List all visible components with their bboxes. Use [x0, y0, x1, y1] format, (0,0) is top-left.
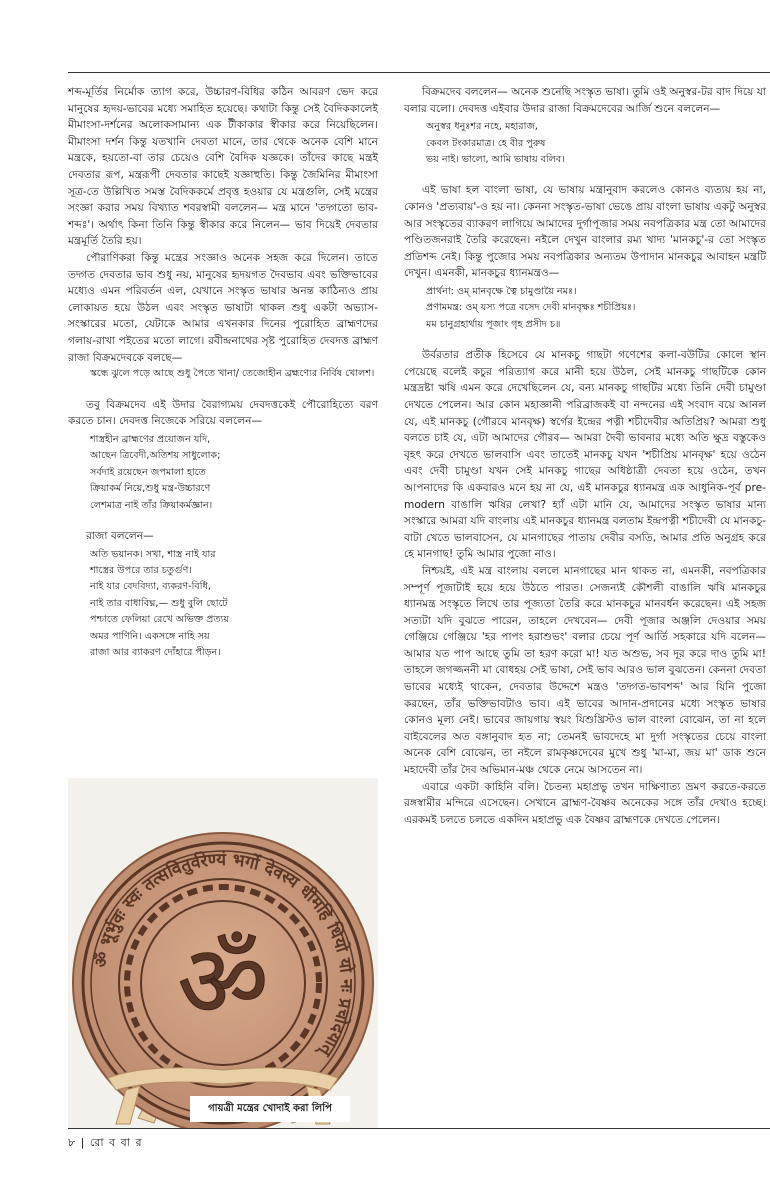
verse-line: অনুস্বর ধনুঃশর নহে, মহারাজ,: [426, 121, 538, 133]
left-paragraph-3: তবু বিক্রমদেব এই উদার বৈরাগ্যময় দেবদত্তকেই পৌরোহিত্যে বরণ করতে চান। দেবদত্ত নিজেকে সরিয়ে বললেন—: [68, 398, 378, 428]
verse-line: আছেন ত্রিবেদী,অতিশয় সাধুলোক;: [90, 450, 221, 462]
verse-line: অতি ভয়ানক। সখা, শাস্ত্র নাই যার: [90, 548, 216, 560]
verse-line: অমর পাণিনি। একসঙ্গে নাহি সয়: [90, 630, 210, 642]
plaque-ring-text: ॐ भूर्भुवः स्वः तत्सवितुर्वरेण्यं भर्गो देवस्य धीमहि धियो यो नः प्रचोदयात्: [90, 849, 357, 1060]
right-verse-1: [426, 119, 766, 168]
verse-line: সর্বদাই রয়েছেন জপমালা হাতে: [90, 466, 206, 478]
left-paragraph-1: শব্দ-মূর্তির নির্মোক ত্যাগ করে, উচ্চারণ-বিধির কঠিন আবরণ ভেদ করে মানুষের হৃদয়-ভাবের মধ্যে সমাহিত হয়েছে। কথাটা কিন্তু সেই বৈদিককালেই মীমাংসা-দর্শনের অলোকসামান্য এক টীকাকার স্বীকার করে নিয়েছিলেন। মীমাংসা দর্শন কিন্তু যতখানি দেবতা মানে, তার থেকে অনেক বেশি মানে মন্ত্রকে, হয়তো-বা তার চেয়েও বেশি বৈদিক যজ্ঞকে। তাঁদের কাছে মন্ত্রই দেবতার রূপ, মন্ত্ররূপী দেবতার কাছেই যজ্ঞাহুতি। কিন্তু জৈমিনির মীমাংসা সূত্র-তে উল্লিখিত সমস্ত বৈদিককর্মে প্রবৃত্ত হওয়ার যে মন্ত্রগুলি, সেই মন্ত্রের সংজ্ঞা করার সময় বিখ্যাত শবরস্বামী বললেন— মন্ত্র মানে 'তদ্গতো ভাব-শব্দঃ'। অর্থাৎ কিনা তিনি কিন্তু স্বীকার করে নিলেন— ভাব দিয়েই দেবতার মন্ত্রমূর্তি তৈরি হয়।: [68, 86, 378, 248]
footer-rule: [68, 1128, 770, 1129]
plaque-illustration: [68, 778, 378, 1128]
right-paragraph-3: উর্বরতার প্রতীক হিসেবে যে মানকচু গাছটা গণেশের কলা-বউটির কোলে স্থান পেয়েছে বলেই কচুর পরিত্যাগ করে মানী হয়ে উঠল, সেই মানকচু গাছটিকে কোন মন্ত্রদ্রষ্টা ঋষি এমন করে দেখেছিলেন যে, বন্য মানকচু গাছটির মধ্যে তিনি দেবী চামুণ্ডা দেখতে পেলেন। আর কোন মহাজ্ঞানী পরিব্রাজকই বা নন্দনের এই সংবাদ বয়ে আনল যে, এই মানকচু (গৌরবে মানবৃক্ষ) স্বর্গের ইন্দ্রের পত্নী শচীদেবীর অতিপ্রিয়? আমরা শুধু বলতে চাই যে, এটা আমাদের গৌরব— আমরা দৈবী ভাবনার মধ্যে অতি ক্ষুদ্র বস্তুকেও বৃহৎ করে দেখতে ভালবাসি এবং তাতেই মানকচু যখন 'শচীপ্রিয় মানবৃক্ষ' হয়ে ওঠেন এবং দেবী চামুণ্ডা যখন সেই মানকচু গাছের অধিষ্ঠাত্রী দেবতা হয়ে ওঠেন, তখন আপনাদের কি একবারও মনে হয় না যে, এই মানকচুর ধ্যানমন্ত্র এক আধুনিক-পূর্ব pre-modern বাঙালি ঋষির লেখা? হ্যাঁ এটা মানি যে, আমাদের সংস্কৃত ভাষার মান্য সংস্কারে আমরা যদি বাংলায় এই মানকচুর ধ্যানমন্ত্র বলতাম ইন্দ্রপত্নী শচীদেবী যে মানকচু-বাটা খেতে ভালবাসেন, যে মানগাছের পাতায় দেবীর বসতি, আমার প্রতি অনুগ্রহ করে হে মানগাছ! তুমি আমার পুজো নাও।: [404, 349, 766, 561]
verse-line: কেবল টংকারমাত্র। হে বীর পুরুষ: [426, 137, 546, 149]
verse-line: নাই তার বাধাবিঘ্ন,— শুধু বুলি ছোটে: [90, 597, 228, 609]
left-column: [68, 84, 378, 663]
verse-line: প্রণামমন্ত্র: ওম্ যস্য পত্রে বসেদ দেবী মানবৃক্ষঃ শচীপ্রিয়ঃ।: [426, 302, 636, 314]
verse-line: রাজা আর ব্যাকরণ দোঁহারে পীড়ন।: [90, 646, 221, 658]
right-paragraph-1: বিক্রমদেব বললেন— অনেক শুনেছি সংস্কৃত ভাষা। তুমি ওই অনুস্বর-টর বাদ দিয়ে যা বলার বলো। দেবদত্ত এইবার উদার রাজা বিক্রমদেবের আর্জি শুনে বললেন—: [404, 86, 766, 115]
om-symbol: ॐ: [177, 923, 269, 1040]
gayatri-plaque-image: [68, 778, 378, 1128]
right-verse-2: [426, 284, 766, 333]
left-quote: স্কন্ধে ঝুলে পড়ে আছে শুধু পৈতে খানা/ তেজোহীন ব্রহ্মণ্যের নির্বিষ খোলশ।: [90, 368, 375, 380]
verse-line: ভয় নাই। ভালো, আমি ভাষায় বলিব।: [426, 154, 565, 165]
verse-line: লেশমাত্র নাই তাঁর ক্রিয়াকর্মজ্ঞান।: [90, 499, 213, 511]
left-verse-2: [90, 547, 378, 662]
verse-line: ক্রিয়াকর্ম নিয়ে,শুধু মন্ত্র-উচ্চারণে: [90, 483, 211, 495]
verse-line: শাস্ত্রের উপরে তার চতুর্গুণ।: [90, 564, 192, 576]
verse-line: পশ্চাতে ফেলিয়া রেখে অভিক্ত প্রত্যয়: [90, 614, 230, 626]
page-footer: ৮ | রো ব বা র: [68, 1136, 143, 1149]
left-paragraph-4: রাজা বললেন—: [86, 529, 154, 542]
right-paragraph-2: এই ভাষা হল বাংলা ভাষা, যে ভাষায় মন্ত্রানুবাদ করলেও কোনও ব্যত্যয় হয় না, কোনও 'প্রত্যবায়'-ও হয় না। কেননা সংস্কৃত-ভাষা ভেঙে প্রায় বাংলা ভাষায় একটু অনুস্বর আর সংস্কৃতের ব্যাকরণ লাগিয়ে আমাদের দুর্গাপূজার সময় নবপত্রিকার মন্ত্র তো আমাদের পণ্ডিতজনরাই তৈরি করেছেন। নইলে দেখুন বাংলার রম্য খাদ্য 'মানকচু'-র তো সংস্কৃত প্রতিশব্দ নেই। কিন্তু পুজোর সময় নবপত্রিকার অন্যতম উপাদান মানকচুর আবাহন মন্ত্রটি দেখুন। এমনকী, মানকচুর ধ্যানমন্ত্রও—: [404, 184, 766, 280]
verse-line: নাই যার বেদবিদ্যা, ব্যকরণ-বিধি,: [90, 581, 211, 593]
right-paragraph-5: এবারে একটা কাহিনি বলি। চৈতন্য মহাপ্রভু তখন দাক্ষিণাত্য ভ্রমণ করতে-করতে রঙ্গস্বামীর মন্দিরে এসেছেন। সেখানে ব্রাহ্মণ-বৈষ্ণব অনেকের সঙ্গে তাঁর দেখাও হচ্ছে। এরকমই চলতে চলতে একদিন মহাপ্রভু এক বৈষ্ণব ব্রাহ্মণকে দেখতে পেলেন।: [404, 780, 766, 826]
right-paragraph-4: নিশ্চয়ই, এই মন্ত্র বাংলায় বললে মানগাছের মান থাকত না, এমনকী, নবপত্রিকার সম্পূর্ণ পূজাটাই হয়ে হয়ে উঠতে পারত। সেজন্যই কৌশলী বাঙালি ঋষি মানকচুর ধ্যানমন্ত্র সংস্কৃতে লিখে তার পূজ্যতা তৈরি করে মানকচুর মানবর্ধন করেছেন। এই সহজ সত্যটা যদি বুঝতে পারেন, তাহলে দেখবেন— দেবী পূজার অঞ্জলি দেওয়ার সময় গেঞ্জিয়ে গেঞ্জিয়ে 'হর পাপং হরাশুভং' বলার চেয়ে পূর্ণ আর্তি সহকারে যদি বলেন— আমার যত পাপ আছে তুমি তা হরণ করো মা! যত অশুভ, সব দূর করে দাও তুমি মা! তাহলে জগজ্জননী মা বোধহয় সেই ভাষা, সেই ভাব আরও ভাল বুঝতেন। কেননা দেবতা ভাবের মধ্যেই থাকেন, দেবতার উদ্দেশে মন্ত্রও 'তদ্গত-ভাবশব্দ' আর যিনি পুজো করছেন, তাঁর ভক্তিভাবটাও ভাব। এই ভাবের আদান-প্রদানের মধ্যে সংস্কৃত ভাষার কোনও মূল্য নেই। ভাবের জায়গায় স্বয়ং যিশুখ্রিস্টও ভাল বাংলা বোঝেন, তা না হলে বাইবেলের অত বঙ্গানুবাদ হত না; তেমনই ভাবদেহে মা দুর্গা সংস্কৃতের চেয়ে বাংলা অনেক বেশি বোঝেন, তা নইলে রামকৃষ্ণদেবের মুখে শুধু 'মা-মা, জয় মা' ডাক শুনে মহাদেবী তাঁর দৈব অভিমান-মঞ্চ থেকে নেমে আসতেন না।: [404, 564, 766, 777]
image-caption: গায়ত্রী মন্ত্রের খোদাই করা লিপি: [190, 1096, 350, 1122]
right-column: [404, 84, 766, 828]
header-rule: [68, 72, 770, 73]
verse-line: মম চানুগ্রহার্থায় পূজাং গৃহ প্রসীদ চ॥: [426, 318, 561, 330]
verse-line: শাস্ত্রহীন ব্রাহ্মণের প্রয়োজন যদি,: [90, 433, 211, 445]
left-paragraph-2: পৌরাণিকরা কিন্তু মন্ত্রের সংজ্ঞাও অনেক সহজ করে দিলেন। তাতে তদ্গত দেবতার ভাব শুধু নয়, মানুষের হৃদয়গত দৈবভাব এবং ভক্তিভাবের মধ্যেও এমন পরিবর্তন এল, যেখানে সংস্কৃত ভাষার অনন্ত কাঠিন্যও প্রায় লোকায়ত হয়ে উঠল এবং সংস্কৃত ভাষাটা থাকল শুধু একটা অভ্যাস-সংস্কারের মতো, যেটাকে আমার এখনকার দিনের পুরোহিত ব্রাহ্মণদের গলায়-রাখা পইতের মতো লাগে। রবীন্দ্রনাথের সৃষ্ট পুরোহিত দেবদত্ত ব্রাহ্মণ রাজা বিক্রমদেবকে বলছে—: [68, 251, 378, 364]
verse-line: প্রার্থনা: ওম্ মানবৃক্ষে ত্বৈ চামুণ্ডায়ৈ নমঃ।: [426, 285, 577, 297]
left-verse-1: [90, 432, 378, 514]
